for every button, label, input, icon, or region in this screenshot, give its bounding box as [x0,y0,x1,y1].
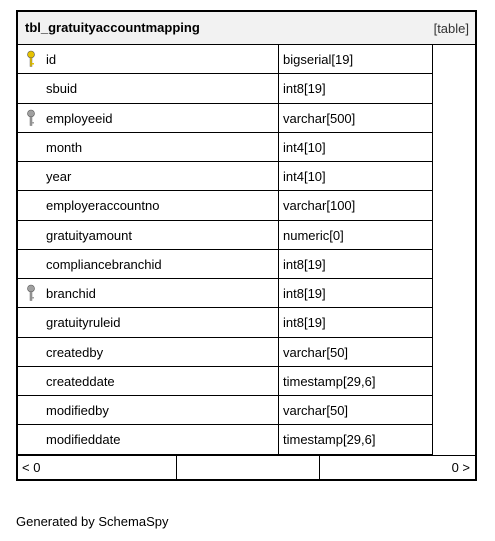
column-row [18,308,433,337]
table-footer [18,455,475,479]
column-name[interactable]: month [46,139,83,155]
column-name-cell [18,250,279,278]
column-name[interactable]: gratuityruleid [46,315,121,331]
column-row [18,396,433,425]
column-type: varchar[50] [283,403,349,419]
column-type-cell [279,104,433,132]
column-type-cell [279,425,433,453]
column-type-cell [279,308,433,336]
column-name[interactable]: createddate [46,373,115,389]
column-type-cell [279,45,433,73]
footer-divider [319,456,320,479]
column-name-cell [18,221,279,249]
column-name-cell [18,74,279,102]
column-name-cell [18,104,279,132]
column-name[interactable]: employeeid [46,110,113,126]
column-type: int8[19] [283,315,326,331]
column-row [18,338,433,367]
table-name[interactable]: tbl_gratuityaccountmapping [25,20,200,35]
column-name[interactable]: employeraccountno [46,198,160,214]
column-name[interactable]: year [46,169,72,185]
column-name[interactable]: createdby [46,344,104,360]
column-row [18,250,433,279]
column-name[interactable]: compliancebranchid [46,256,162,272]
footer-divider [176,456,177,479]
child-count[interactable]: 0 > [451,460,470,475]
column-type: timestamp[29,6] [283,373,376,389]
foreign-key-icon [26,109,36,127]
primary-key-icon [26,50,36,68]
column-type-cell [279,133,433,161]
column-name-cell [18,45,279,73]
column-type: int4[10] [283,139,326,155]
column-row [18,74,433,103]
column-type-cell [279,250,433,278]
column-list [18,45,433,455]
column-name-cell [18,396,279,424]
column-name[interactable]: gratuityamount [46,227,132,243]
column-type-cell [279,74,433,102]
column-row [18,367,433,396]
column-type: int8[19] [283,256,326,272]
parent-count[interactable]: < 0 [22,460,41,475]
column-type: int4[10] [283,169,326,185]
column-name[interactable]: sbuid [46,81,78,97]
column-name[interactable]: modifiedby [46,403,109,419]
column-name[interactable]: id [46,52,57,67]
column-row [18,162,433,191]
column-type: varchar[100] [283,198,356,214]
column-row [18,279,433,308]
column-name-cell [18,367,279,395]
column-row [18,221,433,250]
generated-by-text: Generated by SchemaSpy [16,514,169,529]
column-type: int8[19] [283,286,326,302]
column-type: int8[19] [283,81,326,97]
column-row [18,133,433,162]
column-name-cell [18,338,279,366]
column-type: varchar[50] [283,344,349,360]
column-name-cell [18,133,279,161]
column-type-cell [279,191,433,219]
column-type: timestamp[29,6] [283,432,376,448]
column-type-cell [279,279,433,307]
column-type-cell [279,162,433,190]
column-name-cell [18,425,279,453]
column-name[interactable]: modifieddate [46,432,121,448]
column-name-cell [18,279,279,307]
table-card [16,10,477,481]
foreign-key-icon [26,284,36,302]
column-type-cell [279,221,433,249]
column-name-cell [18,308,279,336]
table-header[interactable] [18,12,475,45]
column-row [18,191,433,220]
column-type: varchar[500] [283,110,356,126]
column-type: numeric[0] [283,227,344,243]
table-type-label: [table] [433,21,469,36]
column-name[interactable]: branchid [46,286,96,302]
column-row [18,425,433,454]
column-type-cell [279,367,433,395]
column-type: bigserial[19] [283,52,354,67]
column-name-cell [18,162,279,190]
column-row [18,45,433,74]
column-type-cell [279,396,433,424]
column-type-cell [279,338,433,366]
column-row [18,104,433,133]
column-name-cell [18,191,279,219]
